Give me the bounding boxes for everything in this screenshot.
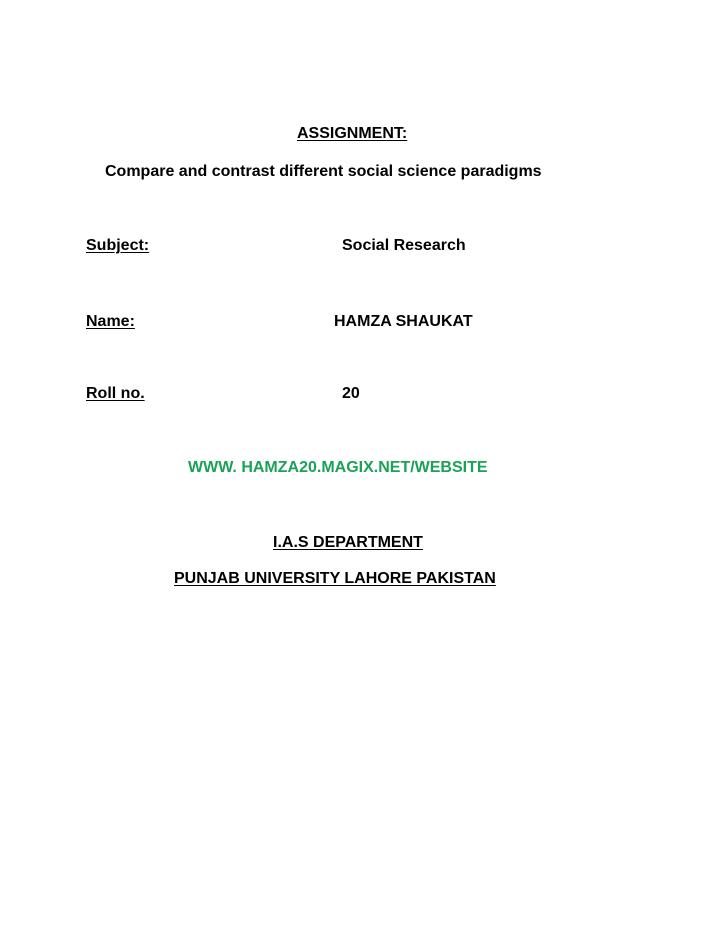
roll-no-label: Roll no.	[86, 385, 145, 402]
roll-no-value: 20	[342, 385, 360, 402]
subject-value: Social Research	[342, 237, 466, 254]
name-label: Name:	[86, 313, 135, 330]
name-value: HAMZA SHAUKAT	[334, 313, 473, 330]
website-link[interactable]: WWW. HAMZA20.MAGIX.NET/WEBSITE	[188, 459, 488, 476]
assignment-topic: Compare and contrast different social science paradigms	[105, 163, 542, 180]
university-name: PUNJAB UNIVERSITY LAHORE PAKISTAN	[174, 570, 496, 587]
subject-label: Subject:	[86, 237, 150, 254]
department-name: I.A.S DEPARTMENT	[273, 534, 423, 551]
assignment-heading: ASSIGNMENT:	[297, 125, 408, 142]
